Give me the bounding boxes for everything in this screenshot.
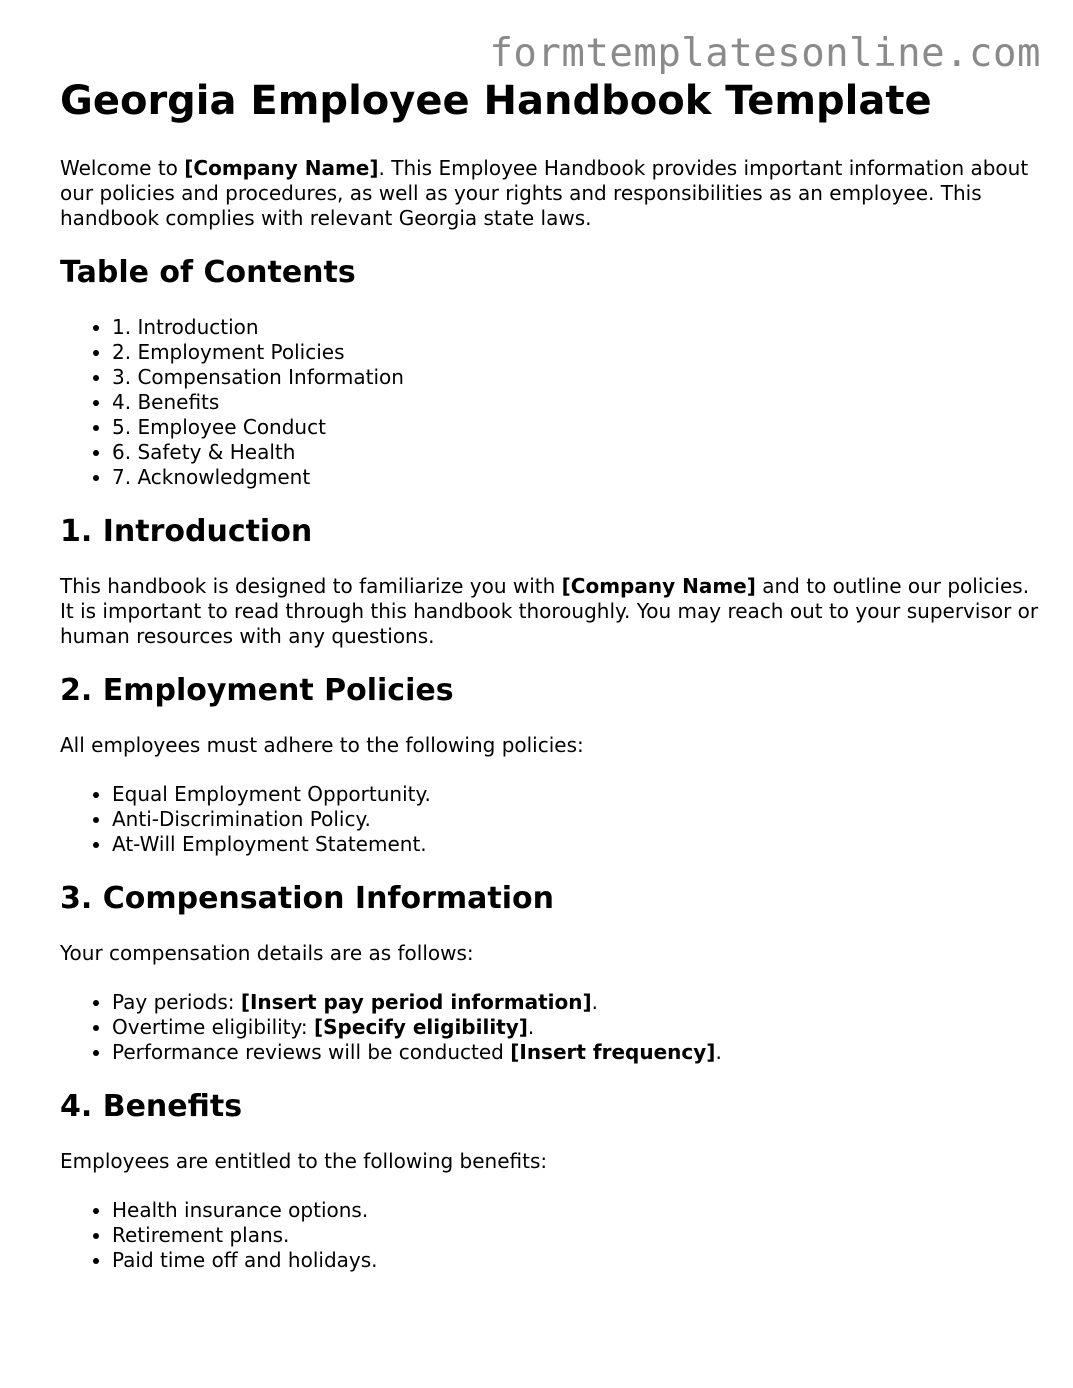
section-introduction-text-after: and to outline our policies. It is important to read through this handbook thoroughly. You may reach out to your supervisor or human resources with any questions. <box>60 574 1039 648</box>
list-item <box>112 990 1040 1015</box>
benefits-list <box>60 1198 1040 1273</box>
list-item: • Retirement plans. <box>112 1223 1040 1248</box>
employment-policies-list <box>60 782 1040 857</box>
compensation-list <box>60 990 1040 1065</box>
section-compensation-heading: 3. Compensation Information <box>60 881 554 916</box>
section-benefits-heading: 4. Benefits <box>60 1089 243 1124</box>
list-item-placeholder: [Specify eligibility] <box>314 1015 528 1039</box>
document-page <box>60 78 1040 1297</box>
toc-item: • 4. Benefits <box>112 390 1040 415</box>
section-introduction-text-before: This handbook is designed to familiarize you with <box>60 574 562 598</box>
intro-text-after: . This Employee Handbook provides important information about our policies and procedures, as well as your rights and responsibilities as an employee. This handbook complies with relevant Georgia state laws. <box>60 156 1029 230</box>
section-employment-policies-heading: 2. Employment Policies <box>60 673 454 708</box>
toc-item: • 7. Acknowledgment <box>112 465 1040 490</box>
toc-heading: Table of Contents <box>60 255 356 290</box>
section-employment-policies-lead: All employees must adhere to the following policies: <box>60 733 584 757</box>
section-compensation-lead: Your compensation details are as follows: <box>60 941 474 965</box>
list-item-placeholder: [Insert frequency] <box>510 1040 716 1064</box>
list-item-end: . <box>715 1040 722 1064</box>
list-item <box>112 1040 1040 1065</box>
watermark: formtemplatesonline.com <box>489 31 1041 76</box>
section-introduction-paragraph <box>60 574 1040 649</box>
list-item: • Equal Employment Opportunity. <box>112 782 1040 807</box>
section-benefits-lead: Employees are entitled to the following benefits: <box>60 1149 548 1173</box>
list-item-text: Pay periods: <box>112 990 241 1014</box>
intro-paragraph <box>60 156 1040 231</box>
list-item-text: Performance reviews will be conducted <box>112 1040 511 1064</box>
list-item <box>112 1015 1040 1040</box>
toc-item: • 1. Introduction <box>112 315 1040 340</box>
toc-item: • 5. Employee Conduct <box>112 415 1040 440</box>
list-item-placeholder: [Insert pay period information] <box>240 990 592 1014</box>
toc-item: • 2. Employment Policies <box>112 340 1040 365</box>
section-introduction-heading: 1. Introduction <box>60 514 313 549</box>
list-item: • At-Will Employment Statement. <box>112 832 1040 857</box>
list-item: • Health insurance options. <box>112 1198 1040 1223</box>
list-item: • Paid time off and holidays. <box>112 1248 1040 1273</box>
list-item-text: Overtime eligibility: <box>112 1015 315 1039</box>
toc-item: • 3. Compensation Information <box>112 365 1040 390</box>
intro-company-placeholder: [Company Name] <box>184 156 379 180</box>
section-introduction-company-placeholder: [Company Name] <box>561 574 756 598</box>
intro-text-before: Welcome to <box>60 156 185 180</box>
page-title: Georgia Employee Handbook Template <box>60 78 932 124</box>
list-item-end: . <box>591 990 598 1014</box>
toc-item: • 6. Safety & Health <box>112 440 1040 465</box>
toc-list <box>60 315 1040 490</box>
list-item: • Anti-Discrimination Policy. <box>112 807 1040 832</box>
list-item-end: . <box>527 1015 535 1039</box>
